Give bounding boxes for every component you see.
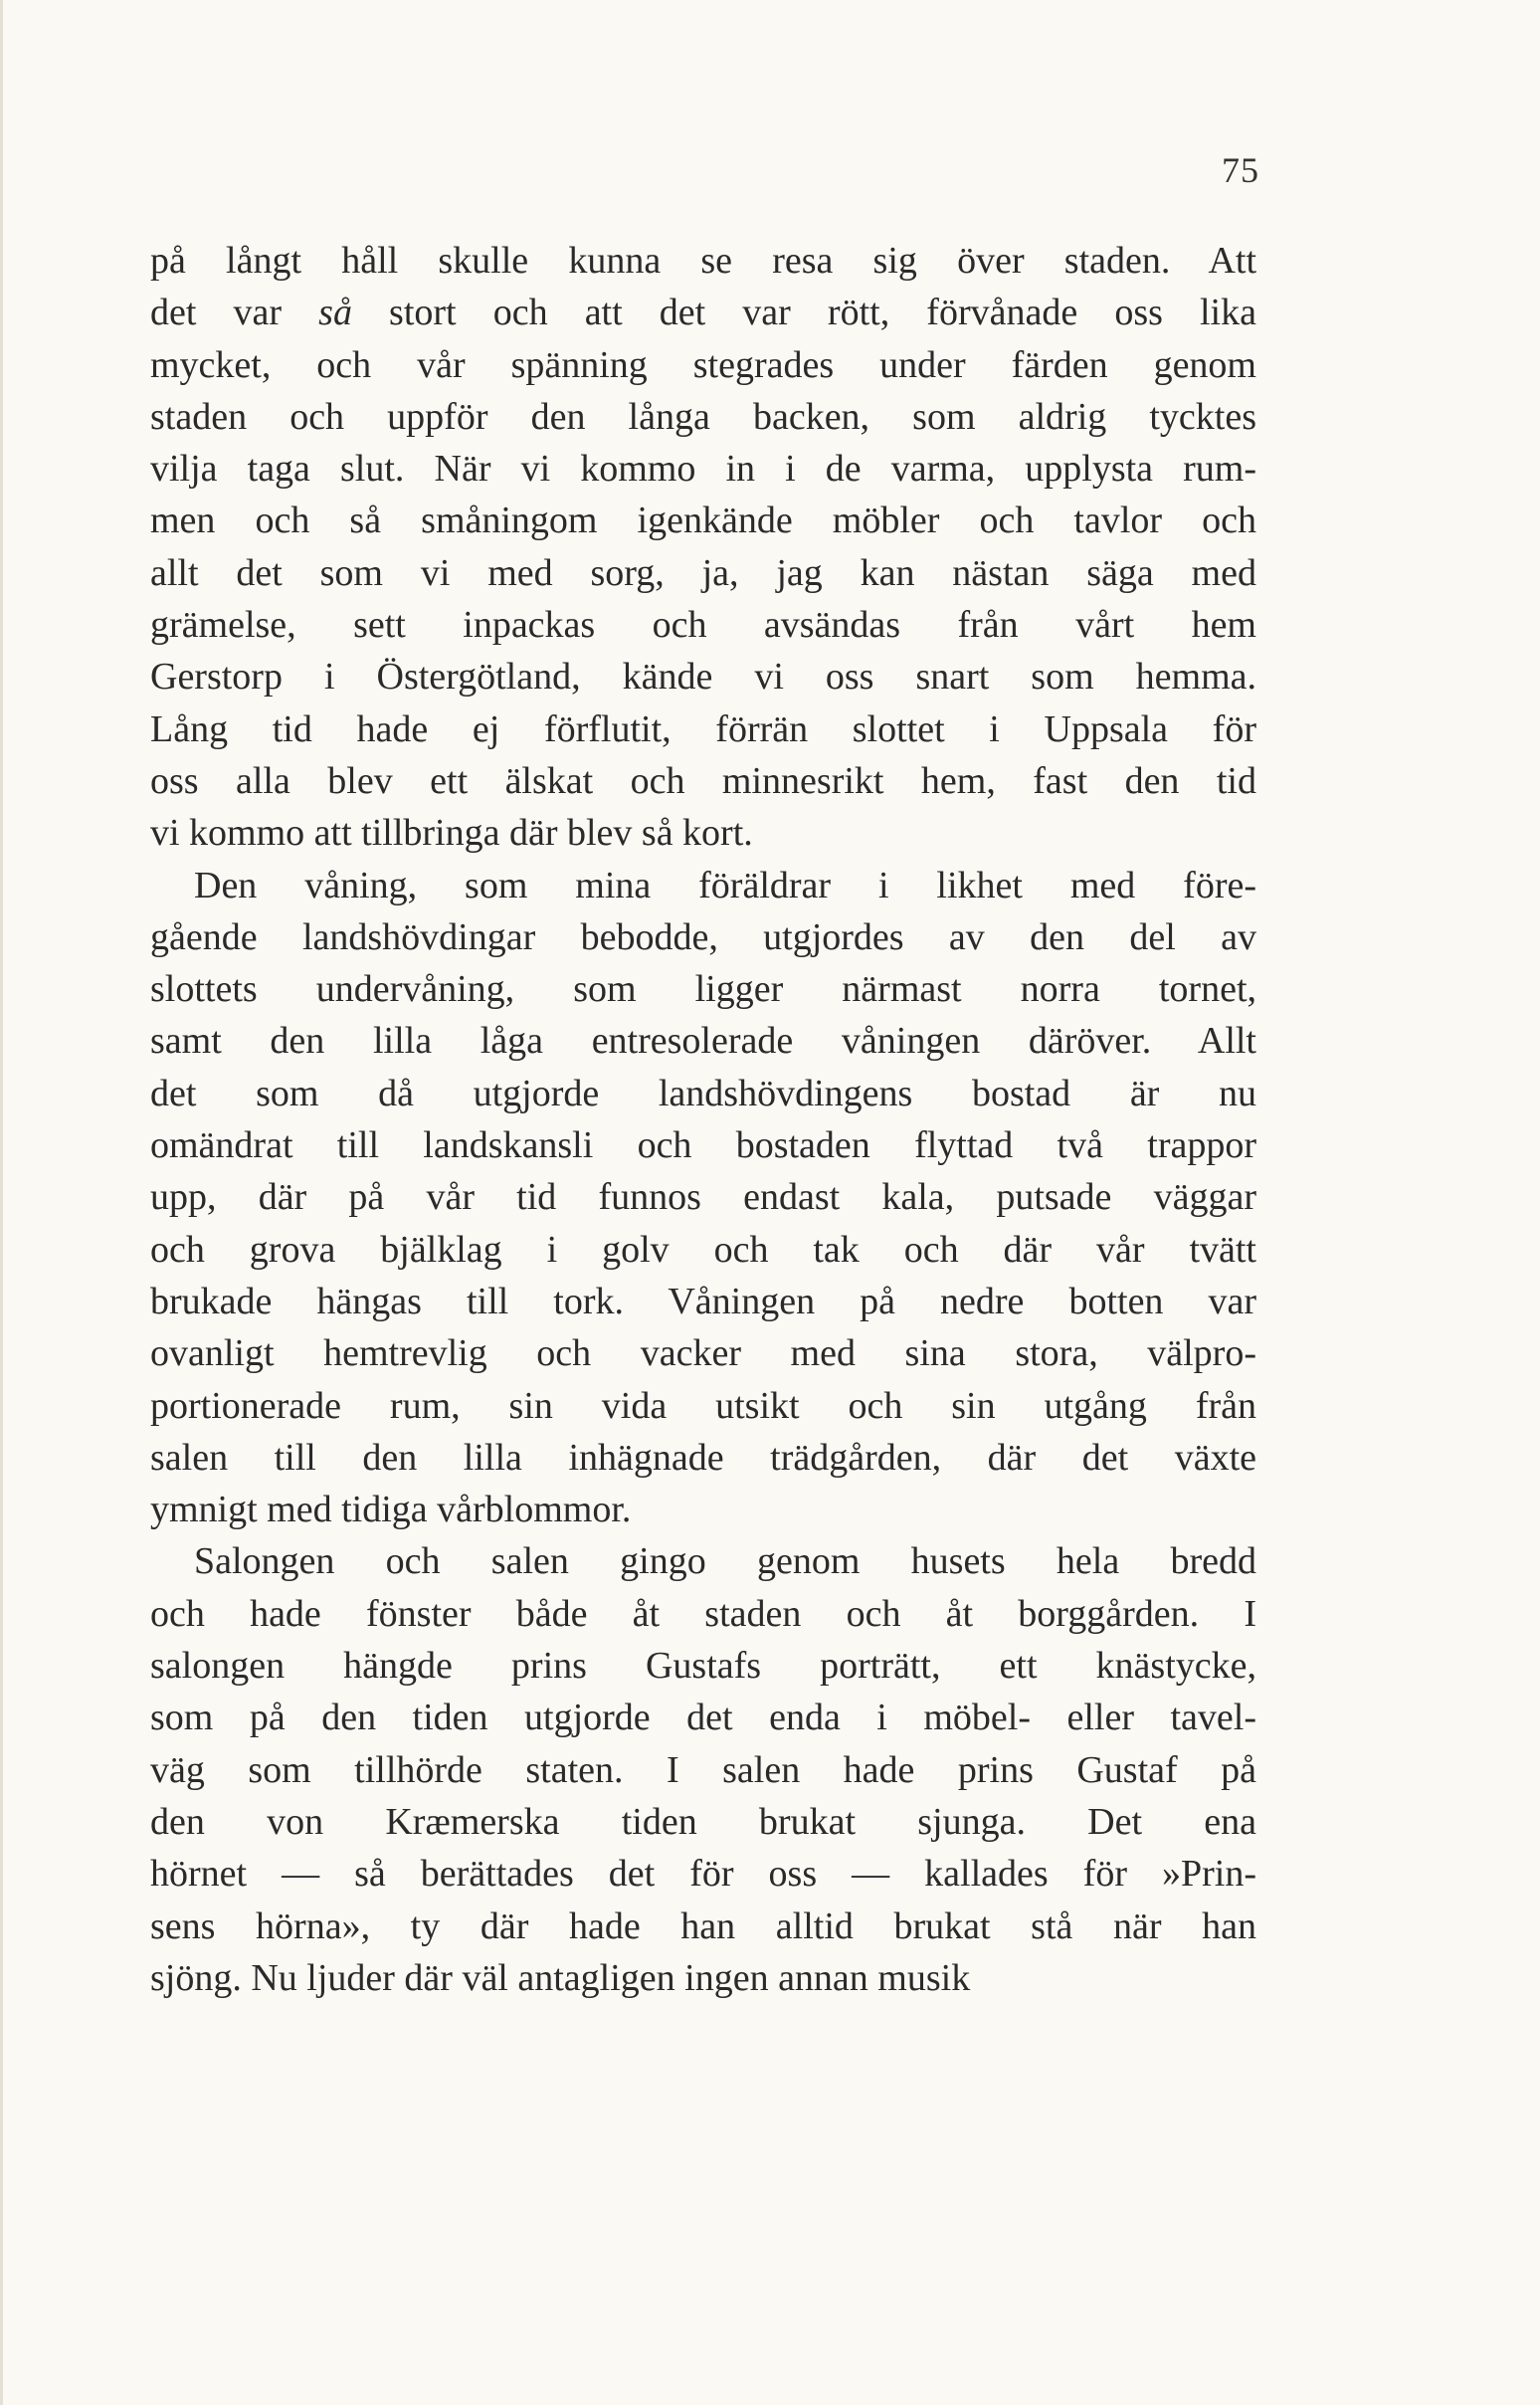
text-line: Den våning, som mina föräldrar i likhet med före- [194, 864, 1256, 906]
body-text [150, 235, 1256, 2004]
text-line: upp, där på vår tid funnos endast kala, putsade väggar [150, 1176, 1256, 1219]
text-line: vilja taga slut. När vi kommo in i de varma, upplysta rum- [150, 448, 1256, 491]
text-line: slottets undervåning, som ligger närmast norra tornet, [150, 968, 1256, 1011]
text-line: Lång tid hade ej förflutit, förrän slottet i Uppsala för [150, 707, 1256, 750]
text-line: Gerstorp i Östergötland, kände vi oss snart som hemma. [150, 656, 1256, 699]
text-line: det var så stort och att det var rött, förvånade oss lika [150, 292, 1256, 334]
text-line: väg som tillhörde staten. I salen hade prins Gustaf på [150, 1748, 1256, 1791]
paragraph [150, 235, 1256, 860]
text-line: som på den tiden utgjorde det enda i möbel- eller tavel- [150, 1697, 1256, 1739]
text-line: det som då utgjorde landshövdingens bostad är nu [150, 1072, 1256, 1114]
text-line: på långt håll skulle kunna se resa sig över staden. Att [150, 240, 1256, 282]
text-line: portionerade rum, sin vida utsikt och sin utgång från [150, 1384, 1256, 1427]
paragraph [150, 1535, 1256, 2004]
text-line: salen till den lilla inhägnade trädgården, där det växte [150, 1436, 1256, 1479]
text-line: ovanligt hemtrevlig och vacker med sina stora, välpro- [150, 1332, 1256, 1375]
text-line: oss alla blev ett älskat och minnesrikt hem, fast den tid [150, 759, 1256, 802]
text-line: sens hörna», ty där hade han alltid brukat stå när han [150, 1904, 1256, 1947]
text-line: grämelse, sett inpackas och avsändas från vårt hem [150, 604, 1256, 647]
text-line: vi kommo att tillbringa där blev så kort. [150, 812, 753, 855]
text-line: mycket, och vår spänning stegrades under färden genom [150, 343, 1256, 386]
text-line: samt den lilla låga entresolerade våningen däröver. Allt [150, 1020, 1256, 1063]
text-line: den von Kræmerska tiden brukat sjunga. Det ena [150, 1800, 1256, 1843]
text-line: och hade fönster både åt staden och åt borggården. I [150, 1592, 1256, 1635]
text-line: gående landshövdingar bebodde, utgjordes av den del av [150, 915, 1256, 958]
page-number: 75 [1222, 150, 1259, 190]
text-line: allt det som vi med sorg, ja, jag kan nästan säga med [150, 551, 1256, 594]
text-line: brukade hängas till tork. Våningen på nedre botten var [150, 1280, 1256, 1322]
text-line: omändrat till landskansli och bostaden flyttad två trappor [150, 1124, 1256, 1167]
emphasized-word: så [318, 292, 352, 334]
text-line: Salongen och salen gingo genom husets hela bredd [194, 1540, 1256, 1583]
text-line: staden och uppför den långa backen, som aldrig tycktes [150, 395, 1256, 438]
paragraph [150, 860, 1256, 1536]
text-line: men och så småningom igenkände möbler och tavlor och [150, 500, 1256, 542]
text-line: ymnigt med tidiga vårblommor. [150, 1489, 632, 1531]
text-line: salongen hängde prins Gustafs porträtt, ett knästycke, [150, 1645, 1256, 1688]
text-line: sjöng. Nu ljuder där väl antagligen ingen annan musik [150, 1956, 971, 1999]
text-line: hörnet — så berättades det för oss — kallades för »Prin- [150, 1853, 1256, 1896]
text-line: och grova bjälklag i golv och tak och där vår tvätt [150, 1228, 1256, 1271]
